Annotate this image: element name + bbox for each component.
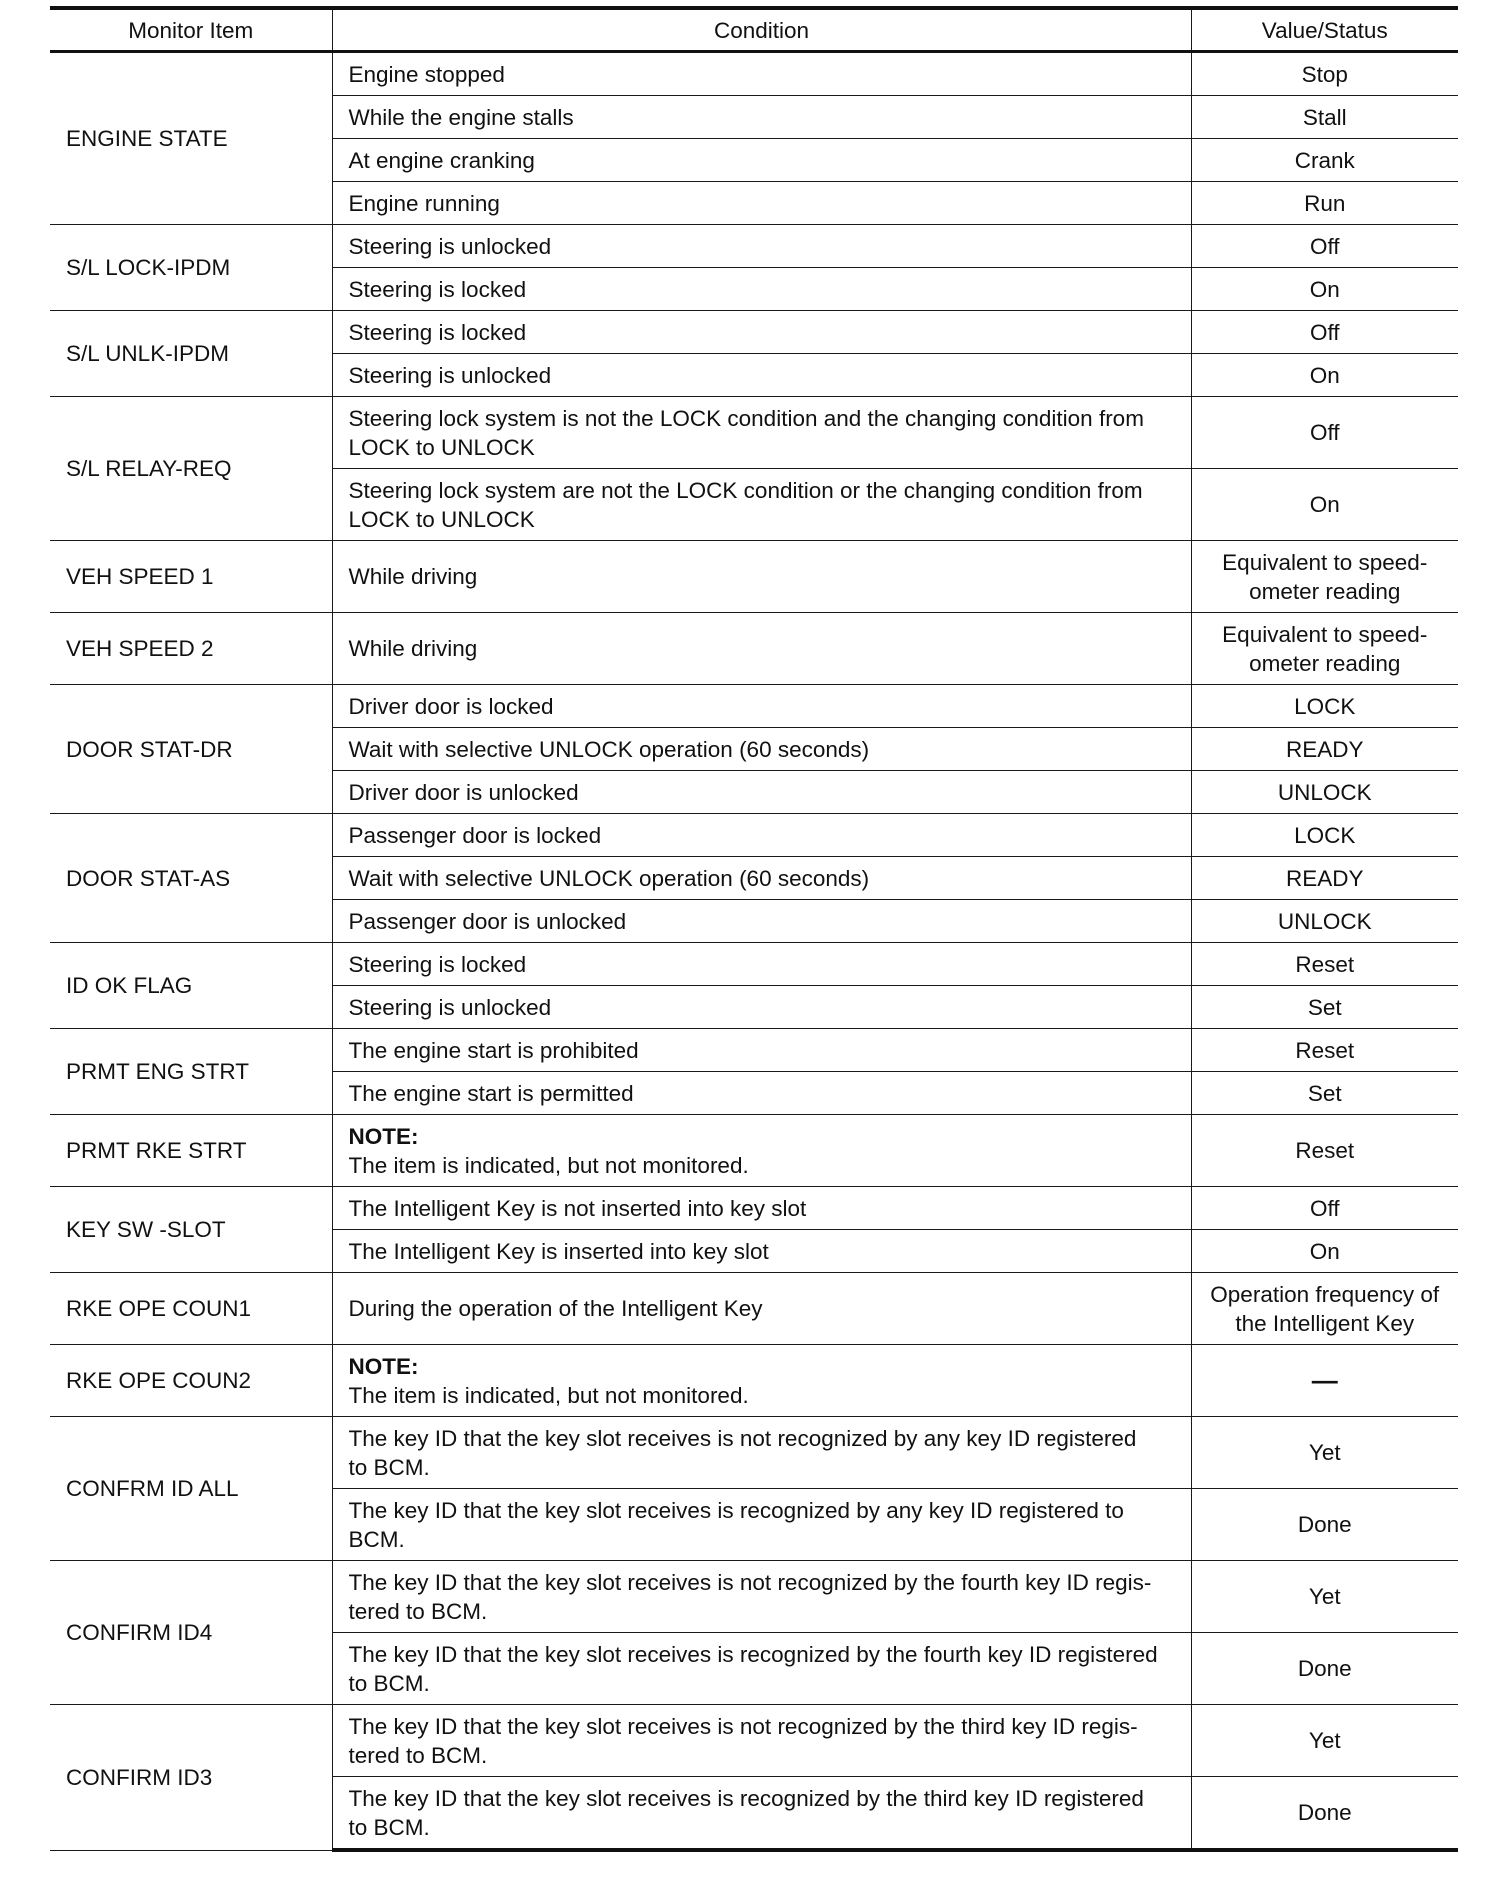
value-line: Operation frequency of xyxy=(1210,1281,1440,1307)
condition-line: BCM. xyxy=(348,1526,405,1552)
value-line: ometer reading xyxy=(1249,578,1401,604)
value-cell: On xyxy=(1191,268,1458,311)
value-cell: UNLOCK xyxy=(1191,771,1458,814)
table-row xyxy=(50,225,1458,268)
condition-cell xyxy=(332,1777,1191,1851)
value-cell: READY xyxy=(1191,728,1458,771)
condition-cell: While driving xyxy=(332,613,1191,685)
table-row xyxy=(50,1561,1458,1633)
value-cell: Stall xyxy=(1191,96,1458,139)
value-cell: Crank xyxy=(1191,139,1458,182)
value-cell: Set xyxy=(1191,1072,1458,1115)
condition-cell xyxy=(332,1633,1191,1705)
value-cell xyxy=(1191,541,1458,613)
condition-cell: The engine start is prohibited xyxy=(332,1029,1191,1072)
table-row xyxy=(50,613,1458,685)
note-label: NOTE: xyxy=(348,1353,419,1379)
condition-cell: While the engine stalls xyxy=(332,96,1191,139)
value-cell: Done xyxy=(1191,1633,1458,1705)
table-row xyxy=(50,541,1458,613)
monitor-item-cell: ID OK FLAG xyxy=(50,943,332,1029)
value-line: Equivalent to speed- xyxy=(1222,549,1428,575)
table-row xyxy=(50,1417,1458,1489)
table-row xyxy=(50,397,1458,469)
table-row xyxy=(50,943,1458,986)
condition-cell: Engine stopped xyxy=(332,52,1191,96)
condition-cell xyxy=(332,1705,1191,1777)
table-row xyxy=(50,1187,1458,1230)
header-monitor-item: Monitor Item xyxy=(50,8,332,52)
value-cell: UNLOCK xyxy=(1191,900,1458,943)
condition-line: to BCM. xyxy=(348,1814,430,1840)
condition-cell: Wait with selective UNLOCK operation (60 seconds) xyxy=(332,857,1191,900)
condition-cell: While driving xyxy=(332,541,1191,613)
condition-cell xyxy=(332,1417,1191,1489)
value-line: the Intelligent Key xyxy=(1235,1310,1415,1336)
value-dash: — xyxy=(1311,1364,1338,1395)
table-row xyxy=(50,1705,1458,1777)
condition-cell xyxy=(332,1561,1191,1633)
monitor-item-cell: CONFIRM ID4 xyxy=(50,1561,332,1705)
table-row xyxy=(50,1273,1458,1345)
value-cell: Reset xyxy=(1191,1115,1458,1187)
monitor-item-cell: RKE OPE COUN2 xyxy=(50,1345,332,1417)
value-cell xyxy=(1191,1345,1458,1417)
value-cell: Off xyxy=(1191,225,1458,268)
monitor-item-cell: PRMT RKE STRT xyxy=(50,1115,332,1187)
value-cell xyxy=(1191,1273,1458,1345)
condition-cell: At engine cranking xyxy=(332,139,1191,182)
condition-cell: Driver door is locked xyxy=(332,685,1191,728)
condition-line: tered to BCM. xyxy=(348,1598,488,1624)
value-cell: LOCK xyxy=(1191,685,1458,728)
table-row xyxy=(50,52,1458,96)
condition-cell: The Intelligent Key is not inserted into key slot xyxy=(332,1187,1191,1230)
condition-cell: Wait with selective UNLOCK operation (60 seconds) xyxy=(332,728,1191,771)
condition-cell xyxy=(332,1345,1191,1417)
table-row xyxy=(50,1029,1458,1072)
table-row xyxy=(50,311,1458,354)
condition-cell: Passenger door is unlocked xyxy=(332,900,1191,943)
value-cell: READY xyxy=(1191,857,1458,900)
value-cell: Reset xyxy=(1191,1029,1458,1072)
condition-line: The key ID that the key slot receives is not recognized by any key ID registered xyxy=(348,1425,1137,1451)
condition-cell: Steering is locked xyxy=(332,943,1191,986)
value-line: ometer reading xyxy=(1249,650,1401,676)
monitor-item-cell: CONFIRM ID3 xyxy=(50,1705,332,1851)
value-cell: On xyxy=(1191,469,1458,541)
monitor-item-cell: S/L UNLK-IPDM xyxy=(50,311,332,397)
condition-line: to BCM. xyxy=(348,1670,430,1696)
value-cell: Stop xyxy=(1191,52,1458,96)
monitor-item-cell: DOOR STAT-AS xyxy=(50,814,332,943)
condition-line: to BCM. xyxy=(348,1454,430,1480)
condition-cell: Driver door is unlocked xyxy=(332,771,1191,814)
value-line: Equivalent to speed- xyxy=(1222,621,1428,647)
condition-cell xyxy=(332,1489,1191,1561)
condition-cell: Steering lock system is not the LOCK condition and the changing condition from LOCK to UNLOCK xyxy=(332,397,1191,469)
value-cell: Off xyxy=(1191,311,1458,354)
value-cell: LOCK xyxy=(1191,814,1458,857)
condition-cell: Steering lock system are not the LOCK condition or the changing condition from LOCK to UNLOCK xyxy=(332,469,1191,541)
value-cell: On xyxy=(1191,354,1458,397)
condition-line: The key ID that the key slot receives is not recognized by the fourth key ID regis- xyxy=(348,1569,1152,1595)
condition-cell: Steering is locked xyxy=(332,311,1191,354)
table-row xyxy=(50,1115,1458,1187)
header-condition: Condition xyxy=(332,8,1191,52)
monitor-item-cell: DOOR STAT-DR xyxy=(50,685,332,814)
condition-cell: The Intelligent Key is inserted into key slot xyxy=(332,1230,1191,1273)
monitor-item-cell: S/L RELAY-REQ xyxy=(50,397,332,541)
note-label: NOTE: xyxy=(348,1123,419,1149)
note-text: The item is indicated, but not monitored. xyxy=(348,1152,749,1178)
note-text: The item is indicated, but not monitored. xyxy=(348,1382,749,1408)
condition-cell: Passenger door is locked xyxy=(332,814,1191,857)
value-cell: Yet xyxy=(1191,1417,1458,1489)
value-cell: Reset xyxy=(1191,943,1458,986)
monitor-item-cell: PRMT ENG STRT xyxy=(50,1029,332,1115)
condition-line: The key ID that the key slot receives is recognized by any key ID registered to xyxy=(348,1497,1124,1523)
value-cell: On xyxy=(1191,1230,1458,1273)
value-cell: Done xyxy=(1191,1489,1458,1561)
condition-line: The key ID that the key slot receives is not recognized by the third key ID regis- xyxy=(348,1713,1138,1739)
monitor-item-cell: KEY SW -SLOT xyxy=(50,1187,332,1273)
monitor-item-cell: CONFRM ID ALL xyxy=(50,1417,332,1561)
value-cell xyxy=(1191,613,1458,685)
condition-cell: During the operation of the Intelligent Key xyxy=(332,1273,1191,1345)
monitor-item-table xyxy=(50,6,1458,1852)
condition-cell: The engine start is permitted xyxy=(332,1072,1191,1115)
monitor-item-cell: ENGINE STATE xyxy=(50,52,332,225)
condition-line: The key ID that the key slot receives is recognized by the fourth key ID registered xyxy=(348,1641,1158,1667)
condition-cell xyxy=(332,1115,1191,1187)
monitor-item-cell: S/L LOCK-IPDM xyxy=(50,225,332,311)
condition-line: The key ID that the key slot receives is recognized by the third key ID registered xyxy=(348,1785,1144,1811)
condition-cell: Steering is unlocked xyxy=(332,354,1191,397)
header-row xyxy=(50,8,1458,52)
condition-line: tered to BCM. xyxy=(348,1742,488,1768)
monitor-item-cell: VEH SPEED 1 xyxy=(50,541,332,613)
header-value-status: Value/Status xyxy=(1191,8,1458,52)
value-cell: Off xyxy=(1191,397,1458,469)
table-row xyxy=(50,1345,1458,1417)
value-cell: Run xyxy=(1191,182,1458,225)
value-cell: Set xyxy=(1191,986,1458,1029)
value-cell: Off xyxy=(1191,1187,1458,1230)
table-row xyxy=(50,814,1458,857)
condition-cell: Steering is locked xyxy=(332,268,1191,311)
monitor-item-cell: RKE OPE COUN1 xyxy=(50,1273,332,1345)
condition-cell: Steering is unlocked xyxy=(332,986,1191,1029)
value-cell: Yet xyxy=(1191,1561,1458,1633)
condition-cell: Engine running xyxy=(332,182,1191,225)
value-cell: Yet xyxy=(1191,1705,1458,1777)
value-cell: Done xyxy=(1191,1777,1458,1851)
monitor-item-cell: VEH SPEED 2 xyxy=(50,613,332,685)
table-row xyxy=(50,685,1458,728)
condition-cell: Steering is unlocked xyxy=(332,225,1191,268)
